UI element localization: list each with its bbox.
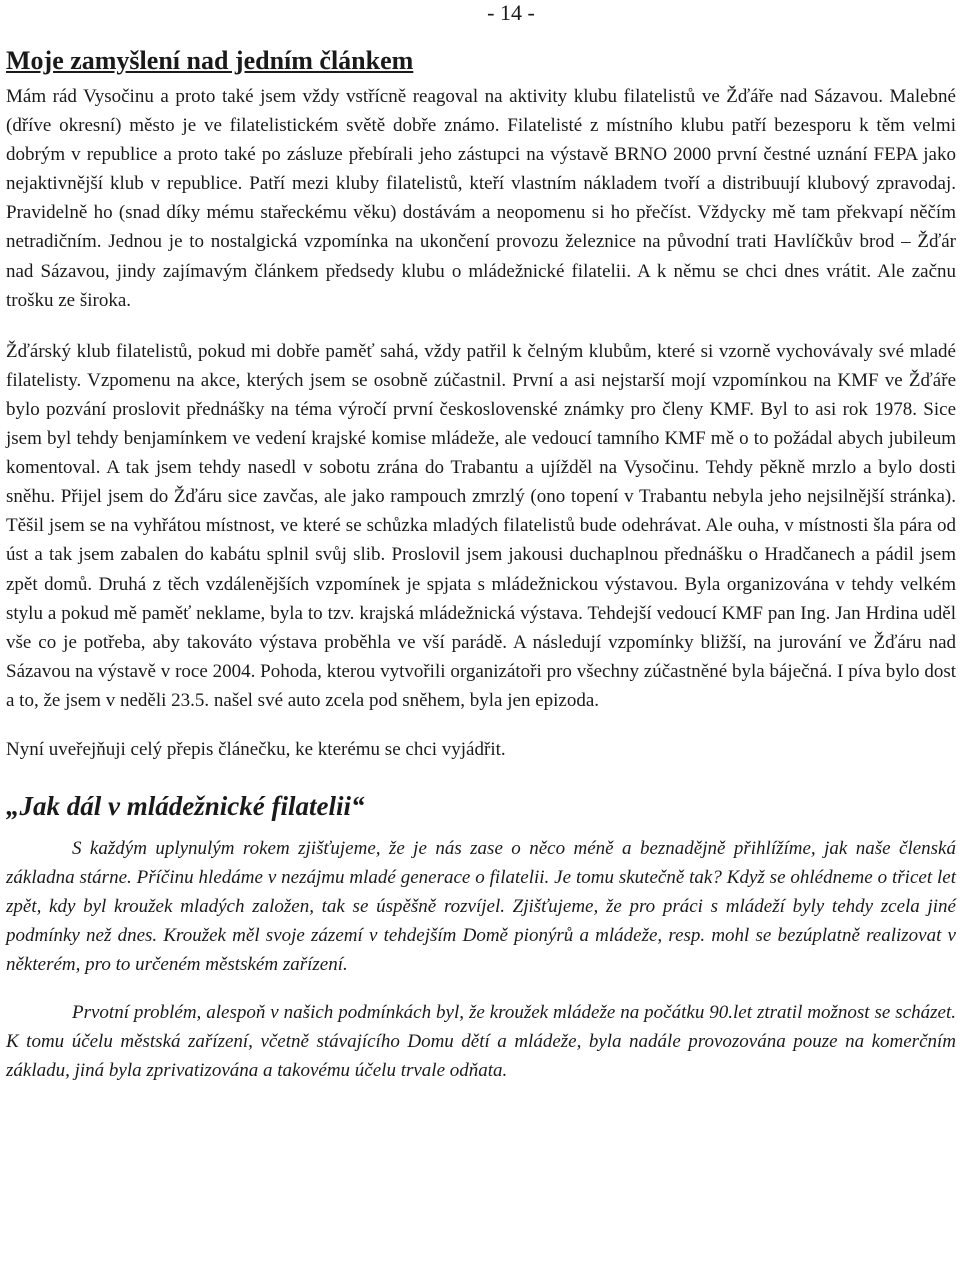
document-page bbox=[6, 0, 956, 1085]
quoted-article-title: „Jak dál v mládežnické filatelii“ bbox=[6, 791, 365, 822]
quoted-paragraph-2: Prvotní problém, alespoň v našich podmínkách byl, že kroužek mládeže na počátku 90.let ztratil možnost se scházet. K tomu účelu městská zařízení, včetně stávajícího Domu dětí a mládeže, byla nadále provozována pouze na komerčním základu, jiná byla zprivatizována a takovému účelu trvale odňata. bbox=[6, 1001, 956, 1081]
paragraph-intro: Mám rád Vysočinu a proto také jsem vždy vstřícně reagoval na aktivity klubu filatelistů ve Žďáře nad Sázavou. Malebné (dříve okresní) město je ve filatelistickém světě dobře známo. Filatelisté z místního klubu patří bezesporu k těm velmi dobrým v republice a proto také po zásluze přebírali jeho zástupci na výstavě BRNO 2000 první čestné uznání FEPA jako nejaktivnější klub v republice. Patří mezi kluby filatelistů, kteří vlastním nákladem tvoří a distribuují klubový zpravodaj. Pravidelně ho (snad díky mému stařeckému věku) dostávám a neopomenu si ho přečíst. Vždycky mě tam překvapí něčím netradičním. Jednou je to nostalgická vzpomínka na ukončení provozu železnice na původní trati Havlíčkův brod – Žďár nad Sázavou, jindy zajímavým článkem předsedy klubu o mládežnické filatelii. A k němu se chci dnes vrátit. Ale začnu trošku ze široka. bbox=[6, 86, 956, 311]
paragraph-transcript-intro: Nyní uveřejňuji celý přepis článečku, ke kterému se chci vyjádřit. bbox=[6, 738, 506, 760]
quoted-paragraph-1: S každým uplynulým rokem zjišťujeme, že je nás zase o něco méně a beznadějně přihlížíme, jak naše členská základna stárne. Příčinu hledáme v nezájmu mladé generace o filatelii. Je tomu skutečně tak? Když se ohlédneme o třicet let zpět, kdy byl kroužek mladých založen, tak se úspěšně rozvíjel. Zjišťujeme, že pro práci s mládeží byly tehdy zcela jiné podmínky než dnes. Kroužek měl svoje zázemí v tehdejším Domě pionýrů a mládeže, resp. mohl se bezúplatně realizovat v některém, pro to určeném městském zařízení. bbox=[6, 838, 956, 976]
page-number: - 14 - bbox=[487, 0, 535, 25]
paragraph-memories: Žďárský klub filatelistů, pokud mi dobře paměť sahá, vždy patřil k čelným klubům, které si vzorně vychovávaly své mladé filatelisty. Vzpomenu na akce, kterých jsem se osobně zúčastnil. První a asi nejstarší mojí vzpomínkou na KMF ve Žďáře bylo pozvání proslovit přednášky na téma výročí první československé známky pro členy KMF. Byl to asi rok 1978. Sice jsem byl tehdy benjamínkem ve vedení krajské komise mládeže, ale vedoucí tamního KMF mě o to požádal abych jubileum komentoval. A tak jsem tehdy nasedl v sobotu zrána do Trabantu a ujížděl na Vysočinu. Tehdy pěkně mrzlo a bylo dosti sněhu. Přijel jsem do Žďáru sice zavčas, ale jako rampouch zmrzlý (ono topení v Trabantu nebyla jeho nejsilnější stránka). Těšil jsem se na vyhřátou místnost, ve které se schůzka mladých filatelistů bude odehrávat. Ale ouha, v místnosti šla pára od úst a tak jsem zabalen do kabátu splnil svůj slib. Proslovil jsem jakousi duchaplnou přednášku o Hradčanech a pádil jsem zpět domů. Druhá z těch vzdálenějších vzpomínek je spjata s mládežnickou výstavou. Byla organizována v tehdy velkém stylu a pokud mě paměť neklame, byla to tzv. krajská mládežnická výstava. Tehdejší vedoucí KMF pan Ing. Jan Hrdina uděl vše co je potřeba, aby takováto výstava proběhla ve vší parádě. A následují vzpomínky bližší, na jurování ve Žďáru nad Sázavou na výstavě v roce 2004. Pohoda, kterou vytvořili organizátoři pro všechny zúčastněné byla báječná. I píva bylo dost a to, že jsem v neděli 23.5. našel své auto zcela pod sněhem, byla jen epizoda. bbox=[6, 340, 956, 711]
article-heading: Moje zamyšlení nad jedním článkem bbox=[6, 46, 414, 75]
